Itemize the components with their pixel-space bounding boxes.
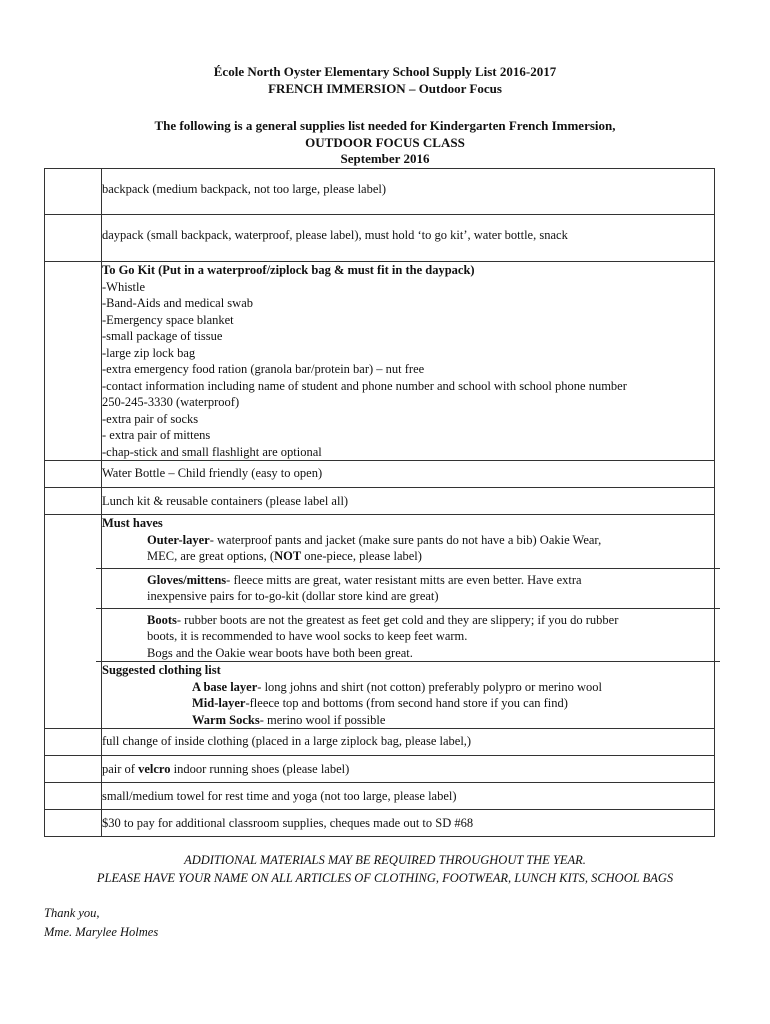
- item-daypack: daypack (small backpack, waterproof, please label), must hold ‘to go kit’, water bottle, snack: [102, 215, 715, 262]
- boots-item-line3: Bogs and the Oakie wear boots have both been great.: [147, 645, 413, 660]
- to-go-kit-title: To Go Kit (Put in a waterproof/ziplock bag & must fit in the daypack): [102, 263, 475, 277]
- list-item: -large zip lock bag: [102, 345, 196, 360]
- item-fee: $30 to pay for additional classroom supplies, cheques made out to SD #68: [102, 810, 715, 837]
- table-row: [45, 729, 715, 756]
- table-row: [45, 169, 715, 215]
- class-title: OUTDOOR FOCUS CLASS: [305, 135, 465, 150]
- signature: Mme. Marylee Holmes: [44, 925, 159, 939]
- outer-layer-item: Outer-layer- waterproof pants and jacket (make sure pants do not have a bib) Oakie Wear,: [147, 532, 602, 547]
- item-clothing: [102, 515, 715, 729]
- list-item: -Band-Aids and medical swab: [102, 296, 254, 310]
- mid-layer-item: Mid-layer-fleece top and bottoms (from second hand store if you can find): [192, 696, 568, 710]
- list-item: - extra pair of mittens: [102, 428, 211, 442]
- program-title: FRENCH IMMERSION – Outdoor Focus: [268, 81, 502, 96]
- check-cell: [45, 729, 102, 756]
- boots-item: Boots- rubber boots are not the greatest as feet get cold and they are slippery; if you do rubber: [147, 612, 619, 627]
- item-to-go-kit: [102, 262, 715, 461]
- name-labels-note: PLEASE HAVE YOUR NAME ON ALL ARTICLES OF CLOTHING, FOOTWEAR, LUNCH KITS, SCHOOL BAGS: [96, 871, 674, 885]
- must-haves-heading: Must haves: [102, 516, 163, 530]
- list-item: -small package of tissue: [102, 329, 223, 343]
- suggested-section: [96, 661, 720, 728]
- item-backpack: backpack (medium backpack, not too large, please label): [102, 169, 715, 215]
- table-row: [45, 262, 715, 461]
- boots-section: [96, 608, 720, 662]
- gloves-item: Gloves/mittens- fleece mitts are great, water resistant mitts are even better. Have extra: [147, 572, 582, 587]
- check-cell: [45, 461, 102, 488]
- table-row: [45, 488, 715, 515]
- table-row: [45, 810, 715, 837]
- table-row: [45, 515, 715, 729]
- supply-table: [44, 168, 715, 837]
- check-cell: [45, 215, 102, 262]
- item-shoes: pair of velcro indoor running shoes (please label): [102, 756, 715, 783]
- additional-materials-note: ADDITIONAL MATERIALS MAY BE REQUIRED THROUGHOUT THE YEAR.: [184, 853, 586, 867]
- outer-layer-item-line2: MEC, are great options, (NOT one-piece, please label): [147, 549, 422, 563]
- check-cell: [45, 756, 102, 783]
- check-cell: [45, 488, 102, 515]
- warm-socks-item: Warm Socks- merino wool if possible: [192, 712, 386, 727]
- list-item: -Emergency space blanket: [102, 312, 234, 327]
- check-cell: [45, 783, 102, 810]
- school-title: École North Oyster Elementary School Supply List 2016-2017: [213, 64, 557, 79]
- check-cell: [45, 810, 102, 837]
- suggested-heading: Suggested clothing list: [102, 663, 221, 677]
- check-cell: [45, 262, 102, 461]
- table-row: [45, 756, 715, 783]
- check-cell: [45, 169, 102, 215]
- list-item: -extra pair of socks: [102, 411, 199, 426]
- list-item: -contact information including name of student and phone number and school with school phone number: [102, 378, 627, 393]
- table-row: [45, 783, 715, 810]
- item-full-change: full change of inside clothing (placed in a large ziplock bag, please label,): [102, 729, 715, 756]
- date-line: September 2016: [340, 151, 430, 166]
- item-towel: small/medium towel for rest time and yoga (not too large, please label): [102, 783, 715, 810]
- list-item: -chap-stick and small flashlight are optional: [102, 444, 322, 459]
- boots-item-line2: boots, it is recommended to have wool socks to keep feet warm.: [147, 629, 468, 643]
- gloves-item-line2: inexpensive pairs for to-go-kit (dollar store kind are great): [147, 589, 439, 603]
- list-item: -Whistle: [102, 279, 146, 294]
- list-item: 250-245-3330 (waterproof): [102, 395, 240, 409]
- base-layer-item: A base layer- long johns and shirt (not cotton) preferably polypro or merino wool: [192, 679, 603, 694]
- list-item: -extra emergency food ration (granola bar/protein bar) – nut free: [102, 362, 425, 376]
- item-lunch-kit: Lunch kit & reusable containers (please label all): [102, 488, 715, 515]
- check-cell: [45, 515, 102, 729]
- table-row: [45, 215, 715, 262]
- item-water-bottle: Water Bottle – Child friendly (easy to open): [102, 461, 715, 488]
- table-row: [45, 461, 715, 488]
- gloves-section: [96, 568, 720, 605]
- thanks-line: Thank you,: [44, 906, 100, 920]
- intro-line: The following is a general supplies list needed for Kindergarten French Immersion,: [154, 118, 616, 133]
